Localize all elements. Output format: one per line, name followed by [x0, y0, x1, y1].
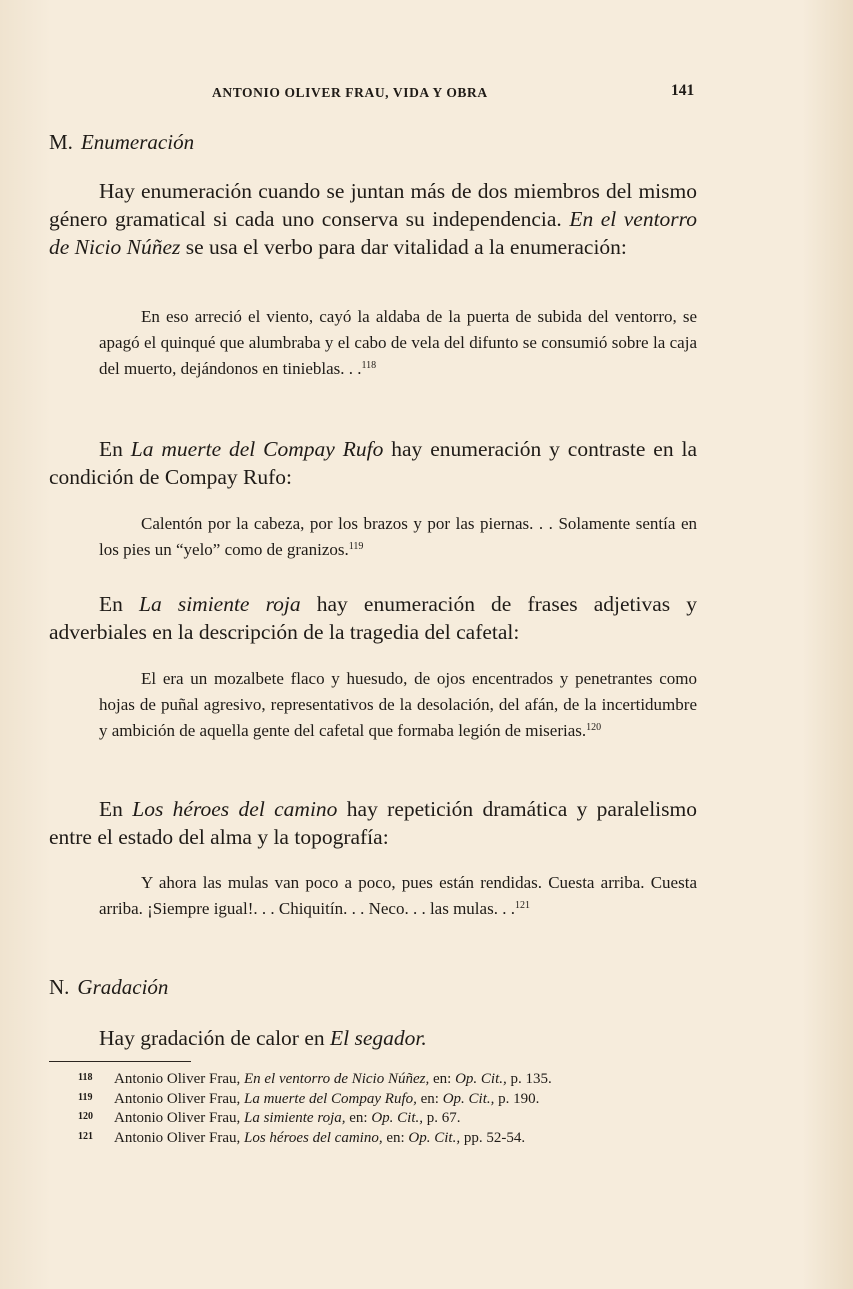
work-title: La muerte del Compay Rufo: [130, 437, 384, 461]
footnote-author: Antonio Oliver Frau,: [114, 1110, 244, 1126]
paragraph: [49, 590, 697, 646]
block-quote: [99, 870, 697, 922]
footnote-text: en:: [429, 1071, 456, 1087]
footnote-ref: 119: [348, 541, 364, 552]
footnote-cit: Op. Cit.,: [408, 1129, 461, 1146]
paragraph-text: se usa el verbo para dar vitalidad a la enumeración:: [180, 235, 627, 259]
footnote-work: La simiente roja,: [243, 1110, 346, 1126]
section-label: M.: [49, 130, 73, 154]
footnote-text: en:: [416, 1090, 443, 1107]
footnote-page: p. 190.: [494, 1090, 540, 1107]
section-heading-m: [49, 130, 194, 155]
footnote: [80, 1069, 720, 1089]
section-label: N.: [49, 975, 70, 999]
paragraph-text: En: [99, 437, 131, 461]
quote-text: Y ahora las mulas van poco a poco, pues están rendidas. Cuesta arriba. Cuesta arriba. ¡Siempre igual!. . . Chiquitín. . . Neco. . . las mulas. . .: [99, 873, 697, 918]
footnote-page: p. 135.: [506, 1071, 552, 1087]
paragraph-text: En: [99, 797, 133, 821]
quote-text: En eso arreció el viento, cayó la aldaba de la puerta de subida del ventorro, se apagó el quinqué que alumbraba y el cabo de vela del difunto se consumió sobre la caja del muerto, dejándonos en tinieblas. . .: [99, 307, 697, 378]
block-quote: [99, 511, 697, 563]
block-quote: [99, 666, 697, 744]
footnote-text: en:: [345, 1110, 372, 1126]
footnote-cit: Op. Cit.,: [371, 1110, 424, 1126]
paragraph-text: hay repetición dramática y paralelismo entre el estado del alma y la topografía:: [49, 797, 697, 849]
paragraph: [49, 177, 697, 261]
paragraph-text: Hay gradación de calor en: [99, 1026, 331, 1050]
paragraph-text: hay enumeración de frases adjetivas y adverbiales en la descripción de la tragedia del cafetal:: [49, 592, 697, 644]
footnote-work: Los héroes del camino,: [243, 1129, 383, 1146]
paragraph-text: hay enumeración y contraste en la condición de Compay Rufo:: [49, 437, 698, 489]
page-number: 141: [671, 82, 695, 99]
work-title: El segador.: [330, 1026, 427, 1050]
paragraph-text: Hay enumeración cuando se juntan más de dos miembros del mismo género gramatical si cada uno conserva su independencia.: [49, 179, 697, 231]
footnote-cit: Op. Cit.,: [455, 1071, 507, 1087]
footnote-text: en:: [382, 1129, 409, 1146]
block-quote: [99, 304, 697, 382]
footnote-number: 119: [78, 1091, 93, 1103]
paragraph: [49, 435, 697, 491]
quote-text: El era un mozalbete flaco y huesudo, de ojos encentrados y penetrantes como hojas de puñal agresivo, representativos de la desolación, del afán, de la incertidumbre y ambición de aquella gente del cafetal que formaba legión de miserias.: [99, 669, 697, 740]
footnote: [80, 1089, 720, 1109]
paragraph: [49, 795, 697, 851]
footnote-number: 120: [78, 1111, 93, 1122]
footnote-author: Antonio Oliver Frau,: [114, 1071, 244, 1087]
footnote: [80, 1108, 720, 1128]
footnote-work: En el ventorro de Nicio Núñez,: [243, 1071, 430, 1087]
work-title: La simiente roja: [139, 592, 301, 616]
footnote-author: Antonio Oliver Frau,: [114, 1090, 244, 1107]
section-title: Enumeración: [80, 130, 195, 154]
footnote-number: 121: [78, 1130, 93, 1142]
quote-text: Calentón por la cabeza, por los brazos y por las piernas. . . Solamente sentía en los pies un “yelo” como de granizos.: [99, 514, 697, 559]
running-head: [0, 82, 853, 106]
footnote-page: p. 67.: [423, 1110, 461, 1126]
section-title: Gradación: [77, 975, 169, 999]
footnotes: [80, 1069, 720, 1147]
footnote-work: La muerte del Compay Rufo,: [243, 1090, 417, 1107]
footnote-ref: 120: [586, 722, 602, 733]
footnote-author: Antonio Oliver Frau,: [114, 1129, 244, 1146]
footnote-ref: 121: [514, 900, 530, 911]
footnote-cit: Op. Cit.,: [442, 1090, 495, 1107]
footnote-ref: 118: [361, 360, 377, 371]
footnote-number: 118: [78, 1072, 93, 1083]
paragraph: [49, 1024, 697, 1052]
paragraph-text: En: [99, 592, 139, 616]
running-title: ANTONIO OLIVER FRAU, VIDA Y OBRA: [212, 85, 488, 100]
section-heading-n: [49, 975, 168, 1000]
footnote: [80, 1128, 720, 1148]
footnote-page: pp. 52-54.: [460, 1129, 526, 1146]
footnote-divider: [49, 1061, 191, 1062]
work-title: Los héroes del camino: [132, 797, 338, 821]
work-title: En el ventorro de Nicio Núñez: [49, 207, 697, 259]
